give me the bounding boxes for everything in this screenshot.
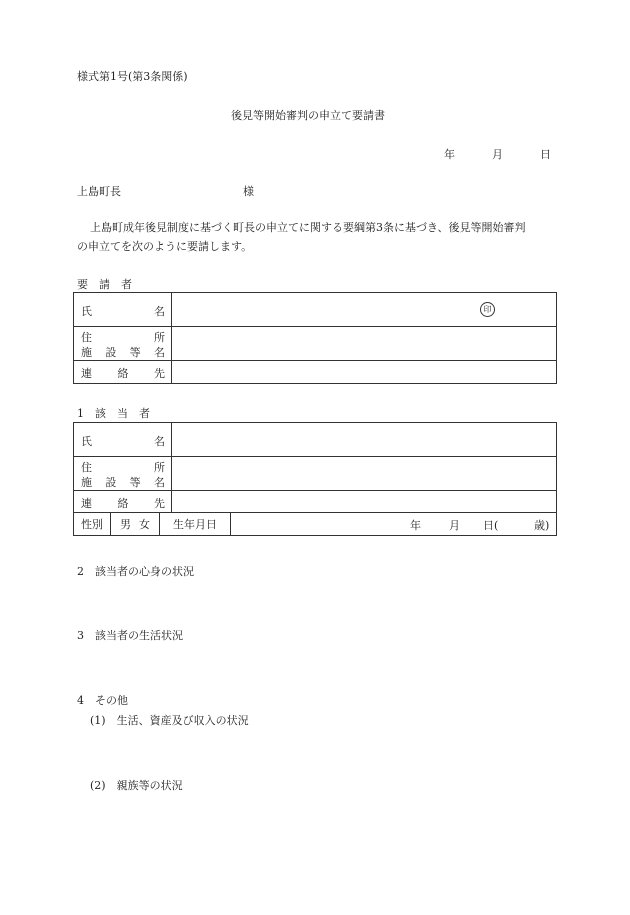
subject-name-label — [74, 423, 172, 456]
label-char: 住 — [81, 461, 92, 474]
requester-heading: 要 請 者 — [77, 278, 132, 291]
page-title: 後見等開始審判の申立て要請書 — [231, 109, 385, 122]
subject-table — [73, 422, 557, 536]
birth-year: 年 — [410, 519, 421, 532]
form-number: 様式第1号(第3条関係) — [77, 70, 188, 83]
requester-name-label — [74, 293, 172, 326]
birth-label — [160, 513, 231, 535]
age-label: 歳) — [534, 519, 550, 532]
label-char: 設 — [105, 346, 117, 359]
label-char: 氏 — [81, 435, 92, 448]
sex-female[interactable]: 女 — [139, 518, 150, 531]
subject-heading: 1 該 当 者 — [77, 407, 150, 420]
subject-contact-label — [74, 491, 172, 512]
sex-male[interactable]: 男 — [120, 518, 131, 531]
subject-contact-row — [74, 491, 556, 513]
label-char: 施 — [81, 476, 92, 489]
sex-label — [74, 513, 111, 535]
intro-line-2: の申立てを次のように要請します。 — [77, 240, 253, 253]
label-char: 名 — [154, 305, 165, 318]
subject-address-label — [74, 457, 172, 490]
label-char: 等 — [129, 476, 141, 489]
birth-day: 日( — [483, 519, 499, 532]
intro-line-1: 上島町成年後見制度に基づく町長の申立てに関する要綱第3条に基づき、後見等開始審判 — [90, 221, 526, 234]
addressee-honorific: 様 — [243, 185, 254, 198]
subject-address-row — [74, 457, 556, 491]
label-char: 連 — [81, 367, 92, 380]
label-char: 先 — [154, 367, 165, 380]
requester-contact-label — [74, 361, 172, 383]
sex-options[interactable] — [111, 513, 160, 535]
section-4-2-heading: (2) 親族等の状況 — [90, 779, 183, 792]
date-day: 日 — [540, 148, 551, 161]
label-char: 氏 — [81, 305, 92, 318]
requester-address-label — [74, 327, 172, 360]
label-char: 所 — [154, 461, 165, 474]
requester-address-row — [74, 327, 556, 361]
label-char: 名 — [153, 476, 165, 489]
addressee-name: 上島町長 — [77, 185, 121, 198]
label-char: 名 — [153, 346, 165, 359]
subject-sex-birth-row — [74, 513, 556, 535]
label-char: 所 — [154, 331, 165, 344]
label-char: 連 — [81, 497, 92, 510]
birth-month: 月 — [449, 519, 460, 532]
section-4-heading: 4 その他 — [77, 694, 128, 707]
label-char: 等 — [129, 346, 141, 359]
label-char: 先 — [154, 497, 165, 510]
birth-label-text: 生年月日 — [173, 518, 217, 531]
date-year: 年 — [444, 148, 455, 161]
label-char: 絡 — [117, 497, 129, 510]
label-char: 絡 — [117, 367, 129, 380]
label-char: 施 — [81, 346, 92, 359]
section-4-1-heading: (1) 生活、資産及び収入の状況 — [90, 714, 249, 727]
date-month: 月 — [492, 148, 503, 161]
section-2-heading: 2 該当者の心身の状況 — [77, 565, 194, 578]
requester-name-row — [74, 293, 556, 327]
label-char: 住 — [81, 331, 92, 344]
label-char: 名 — [154, 435, 165, 448]
label-char: 設 — [105, 476, 117, 489]
subject-name-row — [74, 423, 556, 457]
requester-table — [73, 292, 557, 384]
seal-icon: 印 — [480, 302, 495, 317]
section-3-heading: 3 該当者の生活状況 — [77, 629, 183, 642]
requester-contact-row — [74, 361, 556, 383]
sex-label-text: 性別 — [81, 518, 103, 531]
